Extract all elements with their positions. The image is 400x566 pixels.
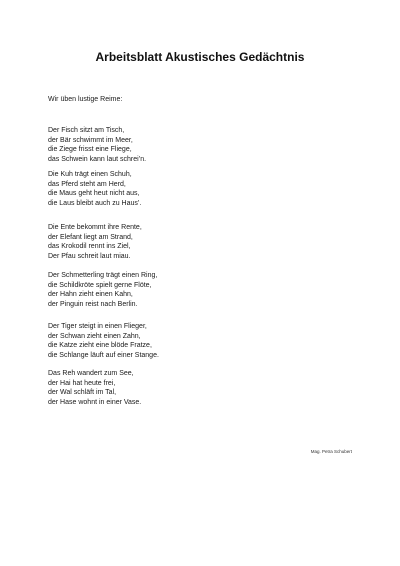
- rhyme-line: der Hase wohnt in einer Vase.: [48, 398, 142, 406]
- rhyme-line: der Wal schläft im Tal,: [48, 389, 117, 396]
- rhyme-line: Der Fisch sitzt am Tisch,: [48, 127, 125, 134]
- rhyme-line: der Elefant liegt am Strand,: [48, 233, 133, 241]
- rhyme-stanza-6: [48, 369, 141, 407]
- rhyme-stanza-5: [48, 322, 159, 360]
- rhyme-line: Der Schmetterling trägt einen Ring,: [48, 272, 158, 279]
- rhyme-line: die Ziege frisst eine Fliege,: [48, 146, 132, 153]
- rhyme-stanza-2: [48, 170, 141, 208]
- rhyme-line: das Schwein kann laut schrei’n.: [48, 155, 147, 163]
- rhyme-line: der Schwan zieht einen Zahn,: [48, 332, 141, 340]
- rhyme-line: das Krokodil rennt ins Ziel,: [48, 243, 131, 250]
- rhyme-line: die Katze zieht eine blöde Fratze,: [48, 342, 152, 349]
- rhyme-stanza-1: [48, 126, 146, 164]
- rhyme-line: Der Tiger steigt in einen Flieger,: [48, 323, 147, 330]
- rhyme-line: die Maus geht heut nicht aus,: [48, 190, 140, 197]
- rhyme-line: Die Kuh trägt einen Schuh,: [48, 171, 132, 178]
- rhyme-line: Das Reh wandert zum See,: [48, 370, 134, 377]
- rhyme-line: der Hai hat heute frei,: [48, 379, 116, 387]
- rhyme-stanza-3: [48, 223, 142, 261]
- rhyme-line: der Bär schwimmt im Meer,: [48, 136, 133, 144]
- rhyme-line: der Hahn zieht einen Kahn,: [48, 291, 133, 298]
- rhyme-line: die Laus bleibt auch zu Haus’.: [48, 199, 142, 207]
- rhyme-line: die Schlange läuft auf einer Stange.: [48, 351, 159, 359]
- rhyme-line: Der Pfau schreit laut miau.: [48, 252, 131, 260]
- rhyme-stanza-4: [48, 271, 157, 309]
- rhyme-line: der Pinguin reist nach Berlin.: [48, 300, 138, 308]
- rhyme-line: die Schildkröte spielt gerne Flöte,: [48, 281, 152, 289]
- intro-text: Wir üben lustige Reime:: [48, 96, 123, 103]
- page-title: Arbeitsblatt Akustisches Gedächtnis: [95, 50, 305, 64]
- rhyme-line: Die Ente bekommt ihre Rente,: [48, 224, 142, 231]
- author-credit: Mag. Petra Schubert: [310, 449, 352, 454]
- rhyme-line: das Pferd steht am Herd,: [48, 180, 126, 188]
